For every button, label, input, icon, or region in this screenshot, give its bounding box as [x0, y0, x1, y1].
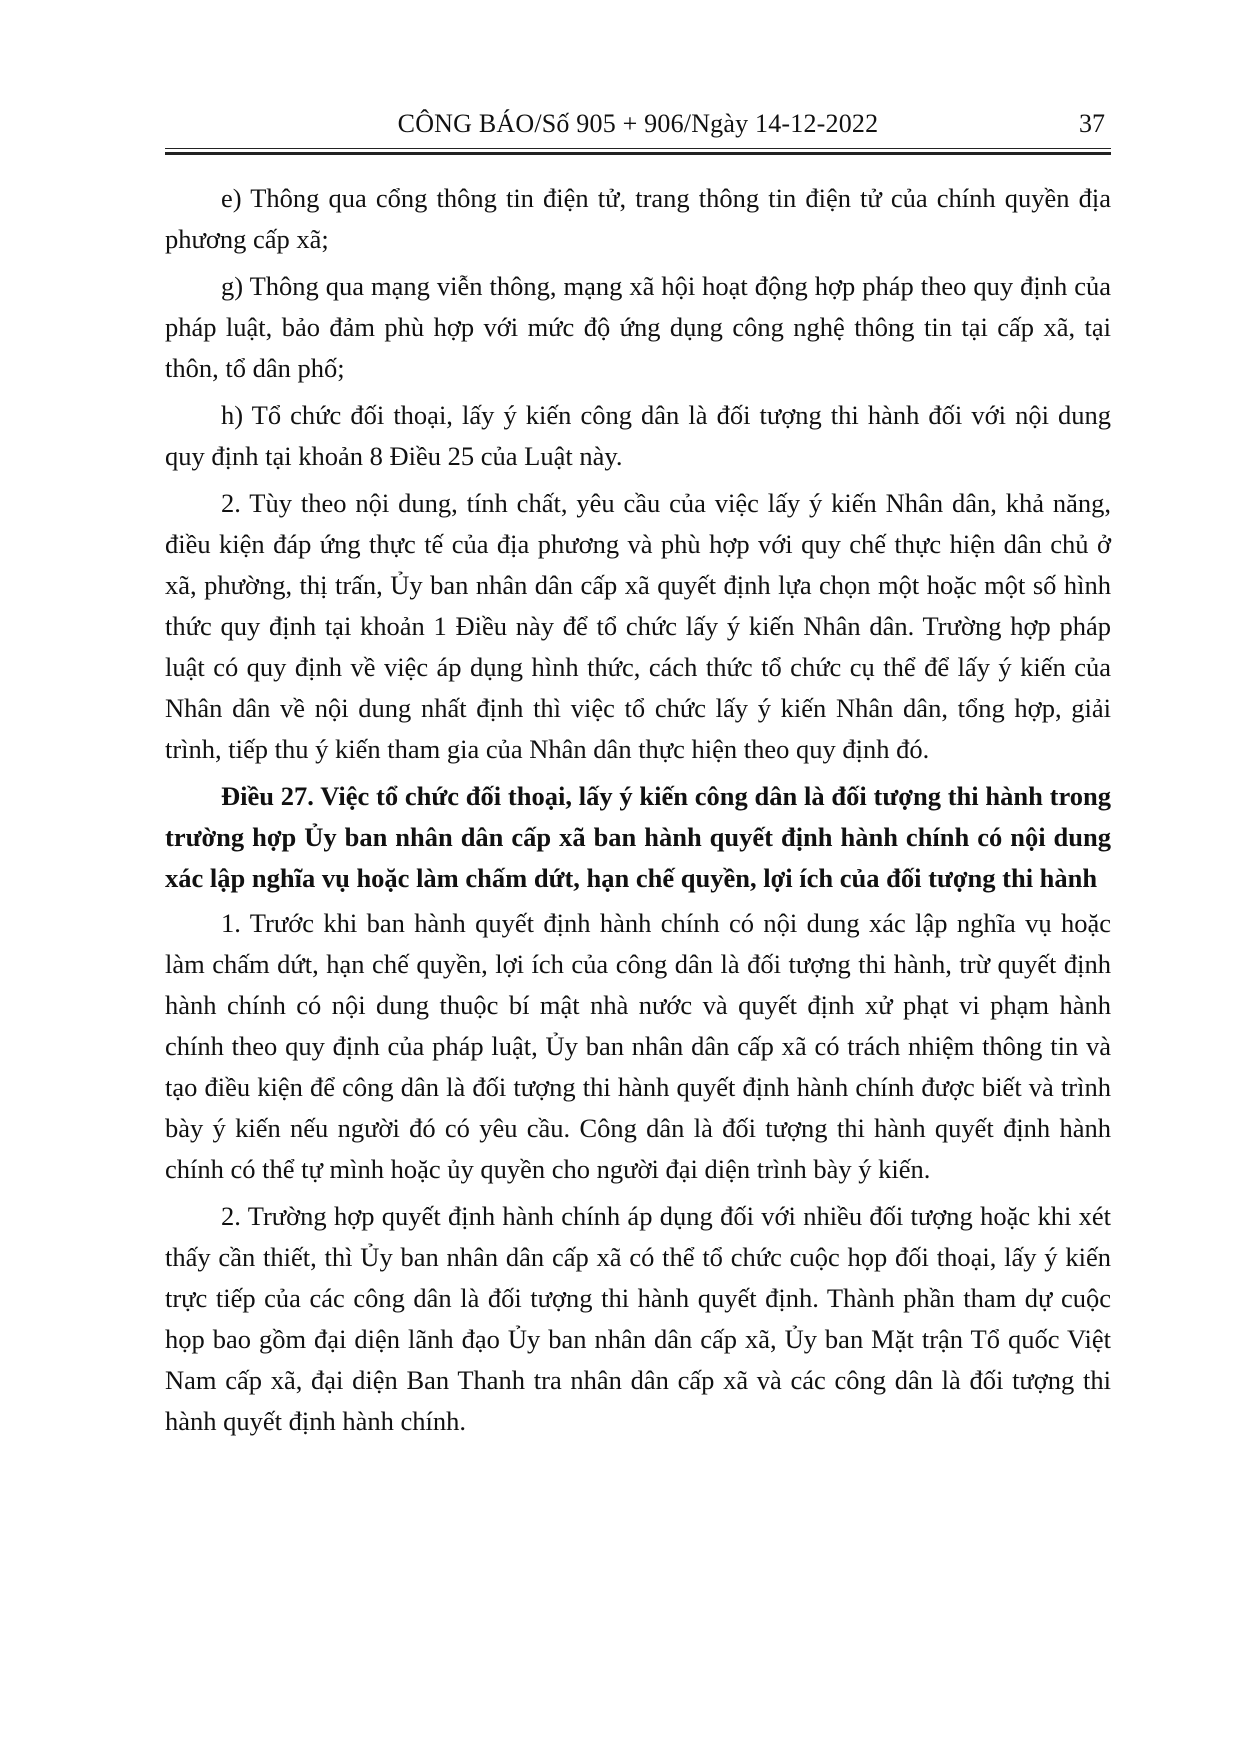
paragraph-item-g: g) Thông qua mạng viễn thông, mạng xã hội hoạt động hợp pháp theo quy định của pháp luật, bảo đảm phù hợp với mức độ ứng dụng công nghệ thông tin tại cấp xã, tại thôn, tổ dân phố; — [165, 271, 1111, 383]
article-27-clause-2: 2. Trường hợp quyết định hành chính áp dụng đối với nhiều đối tượng hoặc khi xét thấy cần thiết, thì Ủy ban nhân dân cấp xã có thể tổ chức cuộc họp đối thoại, lấy ý kiến trực tiếp của các công dân là đối tượng thi hành quyết định. Thành phần tham dự cuộc họp bao gồm đại diện lãnh đạo Ủy ban nhân dân cấp xã, Ủy ban Mặt trận Tổ quốc Việt Nam cấp xã, đại diện Ban Thanh tra nhân dân cấp xã và các công dân là đối tượng thi hành quyết định hành chính. — [165, 1201, 1111, 1436]
page-header — [165, 104, 1111, 144]
article-27-clause-1: 1. Trước khi ban hành quyết định hành chính có nội dung xác lập nghĩa vụ hoặc làm chấm dứt, hạn chế quyền, lợi ích của công dân là đối tượng thi hành, trừ quyết định hành chính có nội dung thuộc bí mật nhà nước và quyết định xử phạt vi phạm hành chính theo quy định của pháp luật, Ủy ban nhân dân cấp xã có trách nhiệm thông tin và tạo điều kiện để công dân là đối tượng thi hành quyết định hành chính được biết và trình bày ý kiến nếu người đó có yêu cầu. Công dân là đối tượng thi hành quyết định hành chính có thể tự mình hoặc ủy quyền cho người đại diện trình bày ý kiến. — [165, 908, 1111, 1184]
paragraph-item-h: h) Tổ chức đối thoại, lấy ý kiến công dân là đối tượng thi hành đối với nội dung quy định tại khoản 8 Điều 25 của Luật này. — [165, 400, 1111, 471]
document-body — [165, 178, 1111, 1448]
page-number: 37 — [1079, 109, 1105, 138]
paragraph-item-e: e) Thông qua cổng thông tin điện tử, trang thông tin điện tử của chính quyền địa phương cấp xã; — [165, 183, 1111, 254]
header-rule-thick — [165, 152, 1111, 155]
header-rule-thin — [165, 148, 1111, 149]
gazette-title: CÔNG BÁO/Số 905 + 906/Ngày 14-12-2022 — [397, 109, 879, 138]
paragraph-clause-2: 2. Tùy theo nội dung, tính chất, yêu cầu của việc lấy ý kiến Nhân dân, khả năng, điều kiện đáp ứng thực tế của địa phương và phù hợp với quy chế thực hiện dân chủ ở xã, phường, thị trấn, Ủy ban nhân dân cấp xã quyết định lựa chọn một hoặc một số hình thức quy định tại khoản 1 Điều này để tổ chức lấy ý kiến Nhân dân. Trường hợp pháp luật có quy định về việc áp dụng hình thức, cách thức tổ chức cụ thể để lấy ý kiến của Nhân dân về nội dung nhất định thì việc tổ chức lấy ý kiến Nhân dân, tổng hợp, giải trình, tiếp thu ý kiến tham gia của Nhân dân thực hiện theo quy định đó. — [165, 488, 1111, 764]
article-27-heading: Điều 27. Việc tổ chức đối thoại, lấy ý kiến công dân là đối tượng thi hành trong trường hợp Ủy ban nhân dân cấp xã ban hành quyết định hành chính có nội dung xác lập nghĩa vụ hoặc làm chấm dứt, hạn chế quyền, lợi ích của đối tượng thi hành — [165, 781, 1111, 893]
